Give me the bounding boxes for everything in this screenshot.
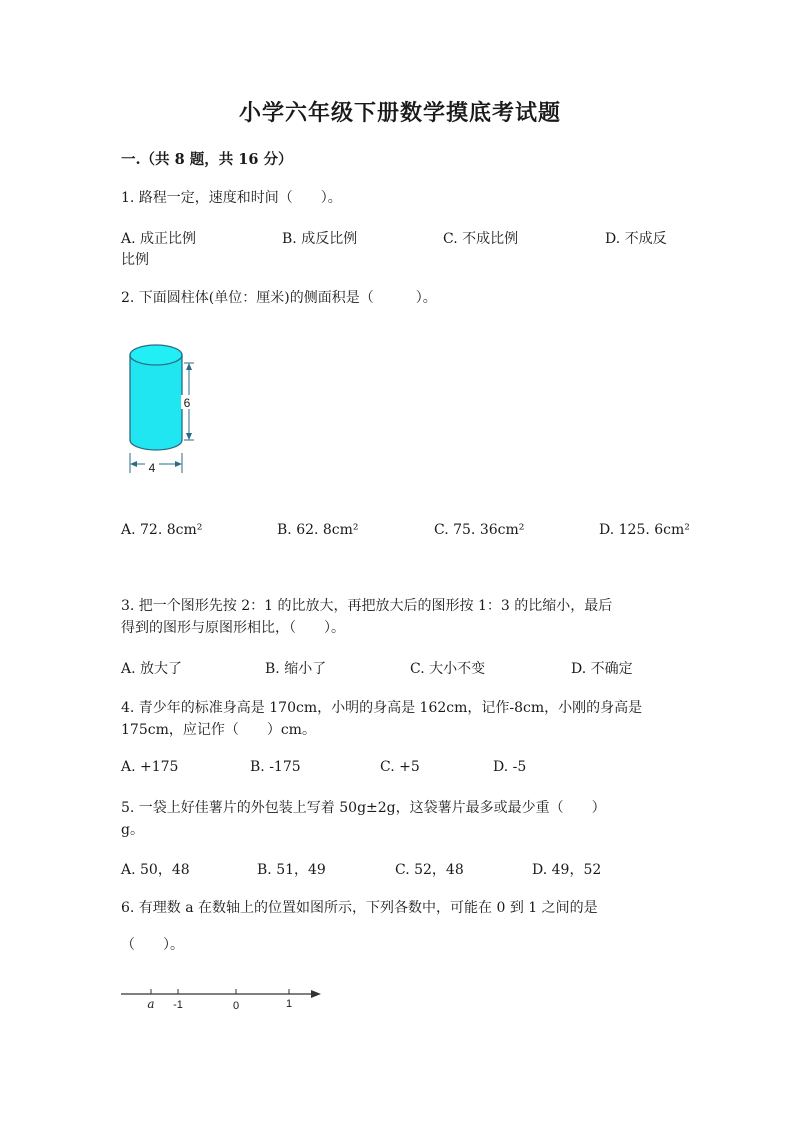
question-3-stem-line-1: 3. 把一个图形先按 2：1 的比放大，再把放大后的图形按 1：3 的比缩小，最后 [121,598,613,614]
q2-option-b: B. 62. 8cm² [277,522,359,538]
cylinder-body [130,355,182,450]
height-label: 6 [183,396,191,410]
question-3-stem-line-2: 得到的图形与原图形相比，（ ）。 [121,620,345,636]
diameter-arrow-right [175,461,182,467]
q3-option-c: C. 大小不变 [410,661,486,677]
height-arrow-up [186,363,192,370]
question-6-stem-line-2: （ ）。 [121,937,184,953]
q4-option-a: A. +175 [121,759,179,775]
label-a: a [147,997,155,1011]
q4-option-c: C. +5 [380,759,420,775]
question-4-stem-line-2: 175cm，应记作（ ）cm。 [121,722,316,738]
q3-option-b: B. 缩小了 [265,661,327,677]
q5-option-d: D. 49，52 [532,862,602,878]
q5-option-b: B. 51，49 [257,862,326,878]
cylinder-top [130,345,182,365]
q5-option-c: C. 52，48 [395,862,464,878]
diameter-label: 4 [148,461,156,475]
number-line-arrow [311,990,321,998]
label-0: 0 [232,1000,240,1012]
diameter-arrow-left [130,461,137,467]
question-6-stem-line-1: 6. 有理数 a 在数轴上的位置如图所示，下列各数中，可能在 0 到 1 之间的是 [121,900,598,916]
question-2-stem: 2. 下面圆柱体(单位：厘米)的侧面积是（ ）。 [121,290,437,306]
page-title: 小学六年级下册数学摸底考试题 [238,100,561,126]
q2-option-a: A. 72. 8cm² [121,522,203,538]
height-arrow-down [186,433,192,440]
q1-option-b: B. 成反比例 [282,231,358,247]
label-minus-1: -1 [173,999,183,1011]
q1-option-a: A. 成正比例 [121,231,197,247]
q3-option-d: D. 不确定 [571,661,633,677]
q3-option-a: A. 放大了 [121,661,183,677]
q4-option-d: D. -5 [493,759,527,775]
q1-option-d: D. 不成反 [605,231,667,247]
question-4-stem-line-1: 4. 青少年的标准身高是 170cm，小明的身高是 162cm，记作-8cm，小刚的身高是 [121,700,643,716]
number-line-figure [118,982,328,1017]
q5-option-a: A. 50，48 [121,862,190,878]
q2-option-d: D. 125. 6cm² [599,522,690,538]
cylinder-figure [118,335,208,480]
question-5-stem-line-1: 5. 一袋上好佳薯片的外包装上写着 50g±2g，这袋薯片最多或最少重（ ） [121,800,606,816]
section-heading: 一.（共 8 题，共 16 分） [121,151,293,168]
question-1-stem: 1. 路程一定，速度和时间（ ）。 [121,190,342,206]
label-1: 1 [285,998,293,1010]
q1-option-d-wrap: 比例 [121,252,149,268]
q2-option-c: C. 75. 36cm² [434,522,525,538]
q4-option-b: B. -175 [250,759,301,775]
q1-option-c: C. 不成比例 [443,231,519,247]
question-5-stem-line-2: g。 [121,822,144,838]
